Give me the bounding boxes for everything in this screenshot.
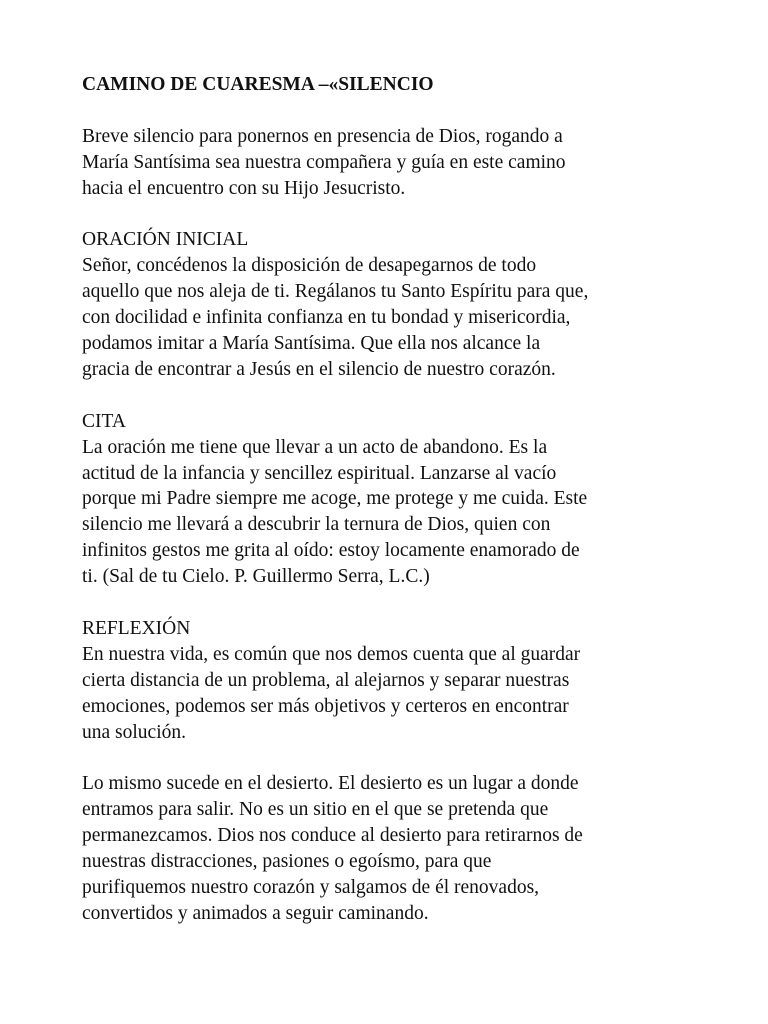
reflexion-paragraph-2 <box>82 771 702 926</box>
reflexion-line: cierta distancia de un problema, al alejarnos y separar nuestras <box>82 669 570 691</box>
intro-line: Breve silencio para ponernos en presencia de Dios, rogando a <box>82 125 563 147</box>
reflexion-line: nuestras distracciones, pasiones o egoísmo, para que <box>82 851 492 873</box>
reflexion-line: purifiquemos nuestro corazón y salgamos de él renovados, <box>82 877 540 899</box>
cita-line: ti. (Sal de tu Cielo. P. Guillermo Serra, L.C.) <box>82 566 430 588</box>
cita-line: La oración me tiene que llevar a un acto de abandono. Es la <box>82 436 548 458</box>
intro-line: hacia el encuentro con su Hijo Jesucristo. <box>82 177 406 199</box>
intro-paragraph <box>82 124 702 202</box>
cita-line: infinitos gestos me grita al oído: estoy locamente enamorado de <box>82 540 580 562</box>
reflexion-line: una solución. <box>82 721 186 743</box>
reflexion-line: permanezcamos. Dios nos conduce al desierto para retirarnos de <box>82 825 583 847</box>
reflexion-section <box>82 616 702 746</box>
cita-line: porque mi Padre siempre me acoge, me protege y me cuida. Este <box>82 488 588 510</box>
cita-section <box>82 409 702 590</box>
intro-line: María Santísima sea nuestra compañera y guía en este camino <box>82 151 566 173</box>
reflexion-line: convertidos y animados a seguir caminando. <box>82 902 429 924</box>
oracion-heading: ORACIÓN INICIAL <box>82 229 249 251</box>
oracion-line: con docilidad e infinita confianza en tu bondad y misericordia, <box>82 307 571 329</box>
reflexion-line: Lo mismo sucede en el desierto. El desierto es un lugar a donde <box>82 773 579 795</box>
oracion-line: aquello que nos aleja de ti. Regálanos tu Santo Espíritu para que, <box>82 281 589 303</box>
oracion-section <box>82 227 702 382</box>
oracion-line: Señor, concédenos la disposición de desapegarnos de todo <box>82 255 537 277</box>
reflexion-line: emociones, podemos ser más objetivos y certeros en encontrar <box>82 695 569 717</box>
reflexion-line: En nuestra vida, es común que nos demos cuenta que al guardar <box>82 643 581 665</box>
document-page <box>82 72 702 953</box>
oracion-line: gracia de encontrar a Jesús en el silencio de nuestro corazón. <box>82 358 556 380</box>
reflexion-heading: REFLEXIÓN <box>82 617 191 639</box>
oracion-line: podamos imitar a María Santísima. Que ella nos alcance la <box>82 333 541 355</box>
document-title: CAMINO DE CUARESMA –«SILENCIO <box>82 74 434 95</box>
cita-line: silencio me llevará a descubrir la ternura de Dios, quien con <box>82 514 551 536</box>
cita-heading: CITA <box>82 410 126 432</box>
cita-line: actitud de la infancia y sencillez espiritual. Lanzarse al vacío <box>82 462 557 484</box>
reflexion-line: entramos para salir. No es un sitio en el que se pretenda que <box>82 799 549 821</box>
